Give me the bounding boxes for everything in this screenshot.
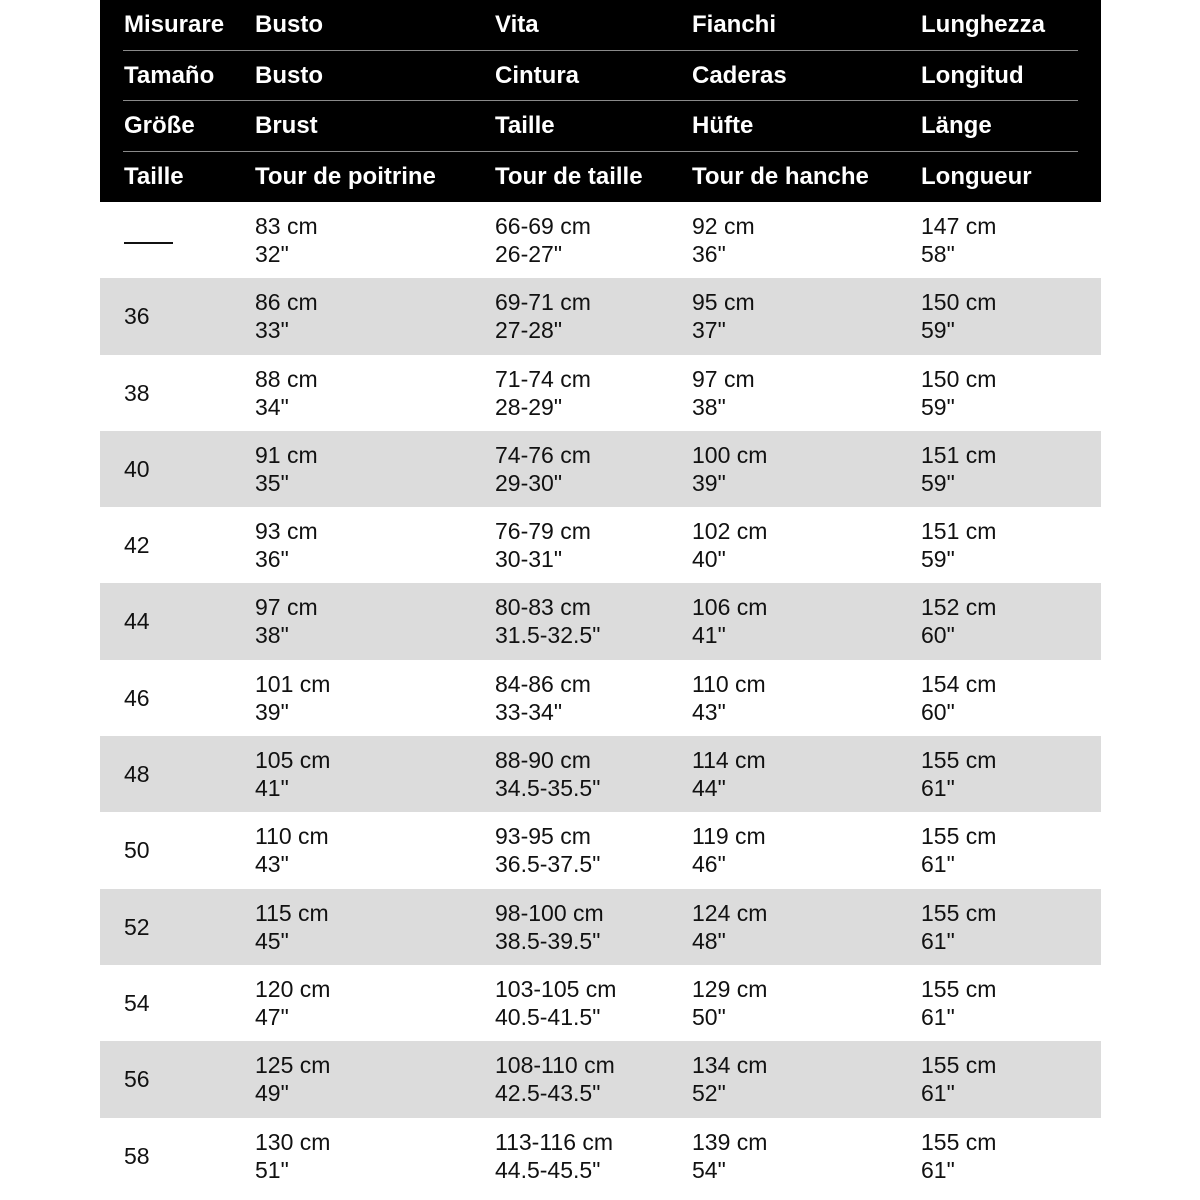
length-inch-value: 61"	[921, 1156, 955, 1183]
waist-inch-value: 40.5-41.5"	[495, 1003, 601, 1030]
bust-cell	[255, 1128, 330, 1184]
waist-inch-value: 31.5-32.5"	[495, 622, 601, 649]
table-row	[100, 889, 1101, 965]
hips-cm-value: 95 cm	[692, 289, 755, 316]
hips-inch-value: 40"	[692, 546, 726, 573]
waist-inch-value: 30-31"	[495, 546, 562, 573]
bust-cell	[255, 670, 330, 726]
bust-inch-value: 51"	[255, 1156, 289, 1183]
waist-cm-value: 108-110 cm	[495, 1052, 615, 1079]
hips-cm-value: 129 cm	[692, 975, 768, 1002]
length-cell	[921, 746, 996, 802]
length-cell	[921, 670, 996, 726]
bust-inch-value: 34"	[255, 393, 289, 420]
hips-cm-value: 124 cm	[692, 899, 768, 926]
header-waist-label: Taille	[495, 112, 555, 139]
header-row	[100, 101, 1101, 152]
hips-inch-value: 38"	[692, 393, 726, 420]
length-cm-value: 154 cm	[921, 670, 997, 697]
table-row	[100, 736, 1101, 812]
hips-inch-value: 48"	[692, 927, 726, 954]
length-inch-value: 60"	[921, 622, 955, 649]
table-row	[100, 965, 1101, 1041]
size-cell: 44	[124, 608, 150, 635]
bust-cell	[255, 822, 329, 878]
length-cm-value: 151 cm	[921, 518, 997, 545]
table-row	[100, 202, 1101, 278]
hips-inch-value: 46"	[692, 851, 726, 878]
hips-inch-value: 44"	[692, 775, 726, 802]
length-cell	[921, 441, 996, 497]
header-bust-label: Tour de poitrine	[255, 162, 436, 190]
hips-cm-value: 97 cm	[692, 365, 755, 392]
length-cell	[921, 365, 996, 421]
length-cell	[921, 517, 996, 573]
header-length-label: Lunghezza	[921, 11, 1045, 38]
size-placeholder-dash	[124, 242, 173, 244]
hips-cell	[692, 899, 767, 955]
waist-cm-value: 71-74 cm	[495, 365, 591, 392]
waist-cell	[495, 365, 591, 421]
length-cell	[921, 1051, 996, 1107]
hips-cm-value: 114 cm	[692, 747, 766, 774]
length-cm-value: 155 cm	[921, 1128, 997, 1155]
waist-cell	[495, 746, 600, 802]
waist-cell	[495, 441, 591, 497]
length-cm-value: 150 cm	[921, 365, 997, 392]
waist-cell	[495, 1051, 615, 1107]
hips-cell	[692, 593, 767, 649]
size-chart-header	[100, 0, 1101, 202]
length-inch-value: 58"	[921, 241, 955, 267]
table-row	[100, 431, 1101, 507]
length-inch-value: 61"	[921, 851, 955, 878]
bust-inch-value: 49"	[255, 1080, 289, 1107]
hips-cell	[692, 441, 767, 497]
hips-cm-value: 106 cm	[692, 594, 768, 621]
waist-inch-value: 38.5-39.5"	[495, 927, 601, 954]
table-row	[100, 278, 1101, 354]
length-cm-value: 150 cm	[921, 289, 997, 316]
length-cm-value: 155 cm	[921, 975, 997, 1002]
bust-cm-value: 110 cm	[255, 823, 329, 850]
waist-cell	[495, 288, 591, 344]
bust-cm-value: 93 cm	[255, 518, 318, 545]
length-cm-value: 152 cm	[921, 594, 997, 621]
size-cell: 36	[124, 303, 150, 330]
waist-cell	[495, 822, 600, 878]
waist-cm-value: 88-90 cm	[495, 747, 591, 774]
bust-inch-value: 45"	[255, 927, 289, 954]
bust-cm-value: 125 cm	[255, 1052, 331, 1079]
hips-inch-value: 43"	[692, 698, 726, 725]
header-row	[100, 152, 1101, 203]
length-cm-value: 151 cm	[921, 441, 997, 468]
waist-cm-value: 113-116 cm	[495, 1128, 614, 1155]
waist-inch-value: 28-29"	[495, 393, 562, 420]
length-cm-value: 155 cm	[921, 899, 997, 926]
hips-cell	[692, 212, 755, 268]
header-bust-label: Brust	[255, 112, 318, 139]
bust-inch-value: 36"	[255, 546, 289, 573]
length-cell	[921, 975, 996, 1031]
hips-inch-value: 36"	[692, 241, 726, 267]
bust-inch-value: 32"	[255, 241, 289, 267]
length-inch-value: 59"	[921, 317, 955, 344]
bust-cell	[255, 593, 318, 649]
size-chart-body	[100, 202, 1101, 1194]
table-row	[100, 812, 1101, 888]
hips-cell	[692, 670, 766, 726]
hips-inch-value: 52"	[692, 1080, 726, 1107]
hips-cm-value: 92 cm	[692, 213, 755, 239]
length-cell	[921, 212, 996, 268]
hips-cm-value: 110 cm	[692, 670, 766, 697]
header-size-label: Taille	[124, 162, 184, 190]
length-inch-value: 61"	[921, 927, 955, 954]
bust-inch-value: 43"	[255, 851, 289, 878]
bust-inch-value: 41"	[255, 775, 289, 802]
bust-cm-value: 91 cm	[255, 441, 318, 468]
bust-cell	[255, 212, 318, 268]
size-cell: 56	[124, 1066, 150, 1093]
length-inch-value: 59"	[921, 469, 955, 496]
hips-cm-value: 100 cm	[692, 441, 768, 468]
waist-cell	[495, 670, 591, 726]
waist-cell	[495, 899, 604, 955]
hips-inch-value: 50"	[692, 1003, 726, 1030]
header-waist-label: Cintura	[495, 61, 579, 89]
table-row	[100, 507, 1101, 583]
length-cell	[921, 822, 996, 878]
waist-inch-value: 36.5-37.5"	[495, 851, 601, 878]
bust-cell	[255, 746, 330, 802]
length-cm-value: 155 cm	[921, 823, 997, 850]
bust-inch-value: 33"	[255, 317, 289, 344]
header-bust-label: Busto	[255, 11, 323, 38]
header-waist-label: Tour de taille	[495, 162, 643, 190]
bust-cell	[255, 899, 329, 955]
waist-cm-value: 80-83 cm	[495, 594, 591, 621]
bust-cm-value: 101 cm	[255, 670, 331, 697]
header-size-label: Größe	[124, 112, 195, 139]
header-bust-label: Busto	[255, 61, 323, 89]
waist-inch-value: 44.5-45.5"	[495, 1156, 601, 1183]
hips-cell	[692, 746, 766, 802]
bust-inch-value: 38"	[255, 622, 289, 649]
length-inch-value: 60"	[921, 698, 955, 725]
length-inch-value: 59"	[921, 546, 955, 573]
hips-inch-value: 41"	[692, 622, 726, 649]
bust-cm-value: 97 cm	[255, 594, 318, 621]
hips-cell	[692, 365, 755, 421]
waist-inch-value: 26-27"	[495, 241, 562, 267]
table-row	[100, 1118, 1101, 1194]
size-cell: 42	[124, 532, 150, 559]
bust-cell	[255, 517, 318, 573]
hips-cell	[692, 288, 755, 344]
length-cell	[921, 899, 996, 955]
waist-cell	[495, 517, 591, 573]
header-length-label: Longueur	[921, 162, 1032, 190]
waist-inch-value: 27-28"	[495, 317, 562, 344]
table-row	[100, 660, 1101, 736]
waist-cell	[495, 975, 616, 1031]
table-row	[100, 355, 1101, 431]
bust-cm-value: 130 cm	[255, 1128, 331, 1155]
size-cell: 46	[124, 684, 150, 711]
table-row	[100, 583, 1101, 659]
hips-inch-value: 37"	[692, 317, 726, 344]
bust-cm-value: 105 cm	[255, 747, 331, 774]
bust-cm-value: 120 cm	[255, 975, 331, 1002]
header-length-label: Longitud	[921, 61, 1024, 89]
header-hips-label: Fianchi	[692, 11, 777, 38]
size-cell: 54	[124, 989, 150, 1016]
bust-inch-value: 47"	[255, 1003, 289, 1030]
bust-inch-value: 35"	[255, 469, 289, 496]
header-hips-label: Tour de hanche	[692, 162, 869, 190]
header-row	[100, 51, 1101, 102]
header-size-label: Tamaño	[124, 61, 215, 89]
waist-cm-value: 69-71 cm	[495, 289, 591, 316]
header-waist-label: Vita	[495, 11, 539, 38]
waist-inch-value: 42.5-43.5"	[495, 1080, 601, 1107]
size-cell: 50	[124, 837, 150, 864]
hips-cell	[692, 1051, 767, 1107]
bust-cell	[255, 288, 318, 344]
header-hips-label: Hüfte	[692, 112, 754, 139]
waist-cell	[495, 1128, 613, 1184]
length-inch-value: 59"	[921, 393, 955, 420]
table-row	[100, 1041, 1101, 1117]
length-cell	[921, 288, 996, 344]
waist-inch-value: 34.5-35.5"	[495, 775, 601, 802]
waist-cell	[495, 593, 600, 649]
length-inch-value: 61"	[921, 775, 955, 802]
waist-cm-value: 74-76 cm	[495, 441, 591, 468]
header-row	[100, 0, 1101, 51]
bust-cell	[255, 441, 318, 497]
bust-cm-value: 115 cm	[255, 899, 329, 926]
size-cell: 58	[124, 1142, 150, 1169]
size-cell: 48	[124, 761, 150, 788]
bust-inch-value: 39"	[255, 698, 289, 725]
length-inch-value: 61"	[921, 1003, 955, 1030]
hips-cm-value: 102 cm	[692, 518, 768, 545]
waist-cm-value: 103-105 cm	[495, 975, 617, 1002]
waist-cm-value: 76-79 cm	[495, 518, 591, 545]
bust-cm-value: 86 cm	[255, 289, 318, 316]
waist-cm-value: 84-86 cm	[495, 670, 591, 697]
bust-cell	[255, 975, 330, 1031]
bust-cm-value: 83 cm	[255, 213, 318, 239]
bust-cm-value: 88 cm	[255, 365, 318, 392]
hips-inch-value: 54"	[692, 1156, 726, 1183]
hips-cell	[692, 822, 766, 878]
waist-inch-value: 33-34"	[495, 698, 562, 725]
bust-cell	[255, 365, 318, 421]
waist-cm-value: 93-95 cm	[495, 823, 591, 850]
size-cell: 40	[124, 455, 150, 482]
length-cm-value: 155 cm	[921, 1052, 997, 1079]
waist-cm-value: 98-100 cm	[495, 899, 604, 926]
bust-cell	[255, 1051, 330, 1107]
hips-cm-value: 119 cm	[692, 823, 766, 850]
hips-cell	[692, 1128, 767, 1184]
length-inch-value: 61"	[921, 1080, 955, 1107]
hips-cm-value: 139 cm	[692, 1128, 768, 1155]
waist-cm-value: 66-69 cm	[495, 213, 591, 239]
header-length-label: Länge	[921, 112, 992, 139]
hips-inch-value: 39"	[692, 469, 726, 496]
length-cell	[921, 593, 996, 649]
length-cell	[921, 1128, 996, 1184]
header-size-label: Misurare	[124, 11, 225, 38]
hips-cell	[692, 975, 767, 1031]
length-cm-value: 155 cm	[921, 747, 997, 774]
size-cell: 52	[124, 913, 150, 940]
hips-cell	[692, 517, 767, 573]
header-hips-label: Caderas	[692, 61, 787, 89]
size-cell: 38	[124, 379, 150, 406]
length-cm-value: 147 cm	[921, 213, 997, 239]
waist-inch-value: 29-30"	[495, 469, 562, 496]
size-chart	[100, 0, 1101, 1194]
waist-cell	[495, 212, 591, 268]
hips-cm-value: 134 cm	[692, 1052, 768, 1079]
